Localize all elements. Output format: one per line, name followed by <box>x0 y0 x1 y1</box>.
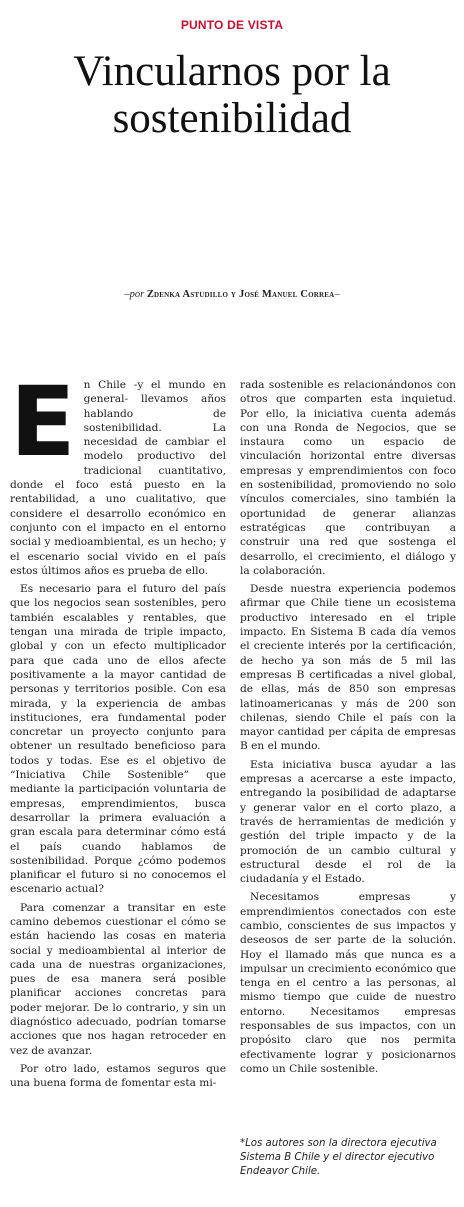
paragraph-3: Para comenzar a transitar en este camino debemos cuestionar el cómo se están haciendo las cosas en materia social y medioambiental al interior de cada una de nuestras organizaciones, pues de esa manera será posible planificar acciones concretas para poder mejorar. De lo contrario, y sin un diagnóstico adecuado, podrían tomarse acciones que nos hagan retroceder en vez de avanzar. <box>10 901 226 1057</box>
paragraph-4: Por otro lado, estamos seguros que una buena forma de fomentar esta mi- <box>10 1062 226 1090</box>
article-column-left <box>10 366 226 1095</box>
paragraph-8: Necesitamos empresas y emprendimientos conectados con este cambio, conscientes de sus impactos y deseosos de ser parte de la solución. Hoy el llamado más que nunca es a impulsar un crecimiento económico que tenga en el centro a las personas, al mismo tiempo que cuide de nuestro entorno. Necesitamos empresas responsables de sus impactos, con un propósito claro que nos permita efectivamente lograr y posicionarnos como un Chile sostenible. <box>240 891 456 1075</box>
drop-cap: E <box>10 366 76 478</box>
byline-authors: Zdenka Astudillo y José Manuel Correa <box>146 289 335 300</box>
article-title <box>0 48 464 142</box>
article-column-right <box>240 378 456 1080</box>
paragraph-1-text: n Chile -y el mundo en general- llevamos años hablando de sostenibilidad. La necesidad de cambiar el modelo productivo del tradicional cuantitativo, donde el foco está puesto en la rentabilidad, a uno cualitativo, que considere el desarrollo económico en conjunto con el impacto en el entorno social y medioambiental, es un hecho; y el escenario social vivido en el país estos últimos años es prueba de ello. <box>10 379 226 577</box>
byline-prefix: –por <box>124 289 145 300</box>
paragraph-6: Desde nuestra experiencia podemos afirmar que Chile tiene un ecosistema productivo interesado en el triple impacto. En Sistema B cada día vemos el creciente interés por la certificación, de hecho ya son más de 5 mil las empresas B certificadas a nivel global, de ellas, más de 850 son empresas latinoamericanas y más de 200 son chilenas, siendo Chile el país con la mayor cantidad per cápita de empresas B en el mundo. <box>240 583 456 753</box>
paragraph-5: rada sostenible es relacionándonos con otros que comparten esta inquietud. Por ello, la iniciativa cuenta además con una Ronda de Negocios, que se instaura como un espacio de vinculación horizontal entre diversas empresas y emprendimientos con foco en sostenibilidad, promoviendo no solo vínculos comerciales, sino también la oportunidad de generar alianzas estratégicas que contribuyan a construir una red que sostenga el desarrollo, el crecimiento, el diálogo y la colaboración. <box>240 379 456 577</box>
title-line-1: Vincularnos por la <box>73 48 391 95</box>
paragraph-7: Esta iniciativa busca ayudar a las empresas a acercarse a este impacto, entregando la posibilidad de adaptarse y generar valor en el corto plazo, a través de herramientas de medición y gestión del triple impacto y de la promoción de un cambio cultural y estructural desde el rol de la ciudadanía y el Estado. <box>240 758 456 886</box>
byline-suffix: – <box>334 289 340 300</box>
section-label: PUNTO DE VISTA <box>180 18 284 32</box>
paragraph-2: Es necesario para el futuro del país que los negocios sean sostenibles, pero también escalables y rentables, que tengan una mirada de triple impacto, global y con un efecto multiplicador para que cada uno de ellos afecte positivamente a la mayor cantidad de personas y territorios posible. Con esa mirada, y la experiencia de ambas instituciones, era fundamental poder concretar un proyecto conjunto para obtener un resultado beneficioso para todos y todas. Ese es el objetivo de “Iniciativa Chile Sostenible” que mediante la participación voluntaria de empresas, emprendimientos, busca desarrollar la primera evaluación a gran escala para determinar cómo está el país cuando hablamos de sostenibilidad. Porque ¿cómo podemos planificar el futuro si no conocemos el escenario actual? <box>10 583 226 896</box>
byline <box>0 289 464 300</box>
author-footnote: *Los autores son la directora ejecutiva Sistema B Chile y el director ejecutivo Endeavor Chile. <box>240 1138 437 1178</box>
paragraph-1 <box>10 366 226 578</box>
title-line-2: sostenibilidad <box>112 95 352 142</box>
